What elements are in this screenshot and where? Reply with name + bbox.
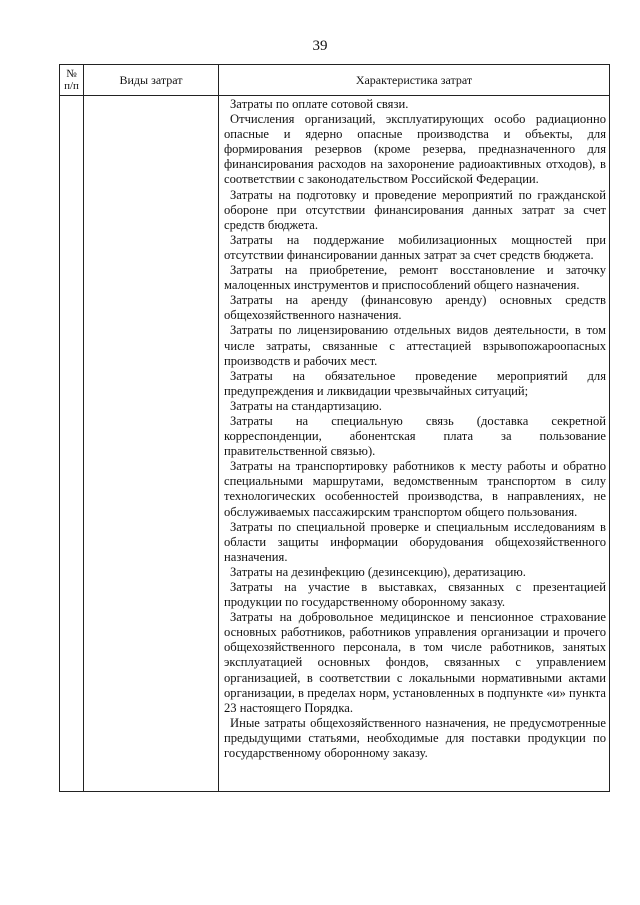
header-cost-description: Характеристика затрат xyxy=(219,65,610,96)
page-number: 39 xyxy=(312,38,328,54)
description-paragraph: Затраты на подготовку и проведение мероприятий по гражданской обороне при отсутствии финансирования данных затрат за счет средств бюджета. xyxy=(224,187,606,232)
description-paragraph: Затраты на дезинфекцию (дезинсекцию), дератизацию. xyxy=(230,564,526,579)
costs-table xyxy=(59,64,610,792)
description-paragraph: Затраты на поддержание мобилизационных мощностей при отсутствии финансировании данных затрат за счет средств бюджета. xyxy=(224,232,606,262)
description-paragraph: Затраты по оплате сотовой связи. xyxy=(230,97,409,111)
table-body xyxy=(60,96,610,792)
description-paragraph: Иные затраты общехозяйственного назначения, не предусмотренные предыдущими статьями, необходимые для поставки продукции по государственному оборонному заказу. xyxy=(224,715,606,761)
header-number-cell xyxy=(60,65,84,96)
row-number-cell xyxy=(60,96,84,792)
description-paragraph: Отчисления организаций, эксплуатирующих особо радиационно опасные и ядерно опасные производства и объекты, для формирования резервов (кроме резерва, предназначенного для финансирования расходов на захоронение радиоактивных отходов), в соответствии с законодательством Российской Федерации. xyxy=(224,112,606,187)
table-header xyxy=(60,65,610,96)
description-paragraph: Затраты на транспортировку работников к месту работы и обратно специальными маршрутами, ведомственным транспортом в силу технологических особенностей производства, в направлениях, не обслуживаемых пассажирским транспортом общего пользования. xyxy=(224,459,606,519)
description-paragraph: Затраты по специальной проверке и специальным исследованиям в области защиты информации оборудования общехозяйственного назначения. xyxy=(224,519,606,564)
description-paragraph: Затраты на стандартизацию. xyxy=(230,398,382,413)
header-row xyxy=(60,65,610,96)
header-number-symbol: № xyxy=(66,68,77,80)
header-number-abbrev: п/п xyxy=(64,80,79,92)
description-paragraph: Затраты на специальную связь (доставка секретной корреспонденции, абонентская плата за пользование правительственной связью). xyxy=(224,413,606,459)
table-row xyxy=(60,96,610,792)
row-description-cell xyxy=(219,96,610,792)
description-paragraph: Затраты по лицензированию отдельных видов деятельности, в том числе затраты, связанные с аттестацией взрывопожароопасных производств и рабочих мест. xyxy=(224,323,606,368)
row-cost-type-cell xyxy=(84,96,219,792)
header-cost-type: Виды затрат xyxy=(84,65,219,96)
description-paragraph: Затраты на участие в выставках, связанных с презентацией продукции по государственному оборонному заказу. xyxy=(224,580,606,610)
description-paragraph: Затраты на аренду (финансовую аренду) основных средств общехозяйственного назначения. xyxy=(224,293,606,323)
description-paragraph: Затраты на приобретение, ремонт восстановление и заточку малоценных инструментов и приспособлений общего назначения. xyxy=(224,263,606,293)
description-paragraph: Затраты на добровольное медицинское и пенсионное страхование основных работников, работников управления организации и прочего общехозяйственного персонала, в том числе работников, занятых эксплуатацией основных фондов, связанных с управлением организацией, в соответствии с локальными нормативными актами организации, в пределах норм, установленных в подпункте «и» пункта 23 настоящего Порядка. xyxy=(224,610,606,715)
description-paragraph: Затраты на обязательное проведение мероприятий для предупреждения и ликвидации чрезвычайных ситуаций; xyxy=(224,368,606,398)
